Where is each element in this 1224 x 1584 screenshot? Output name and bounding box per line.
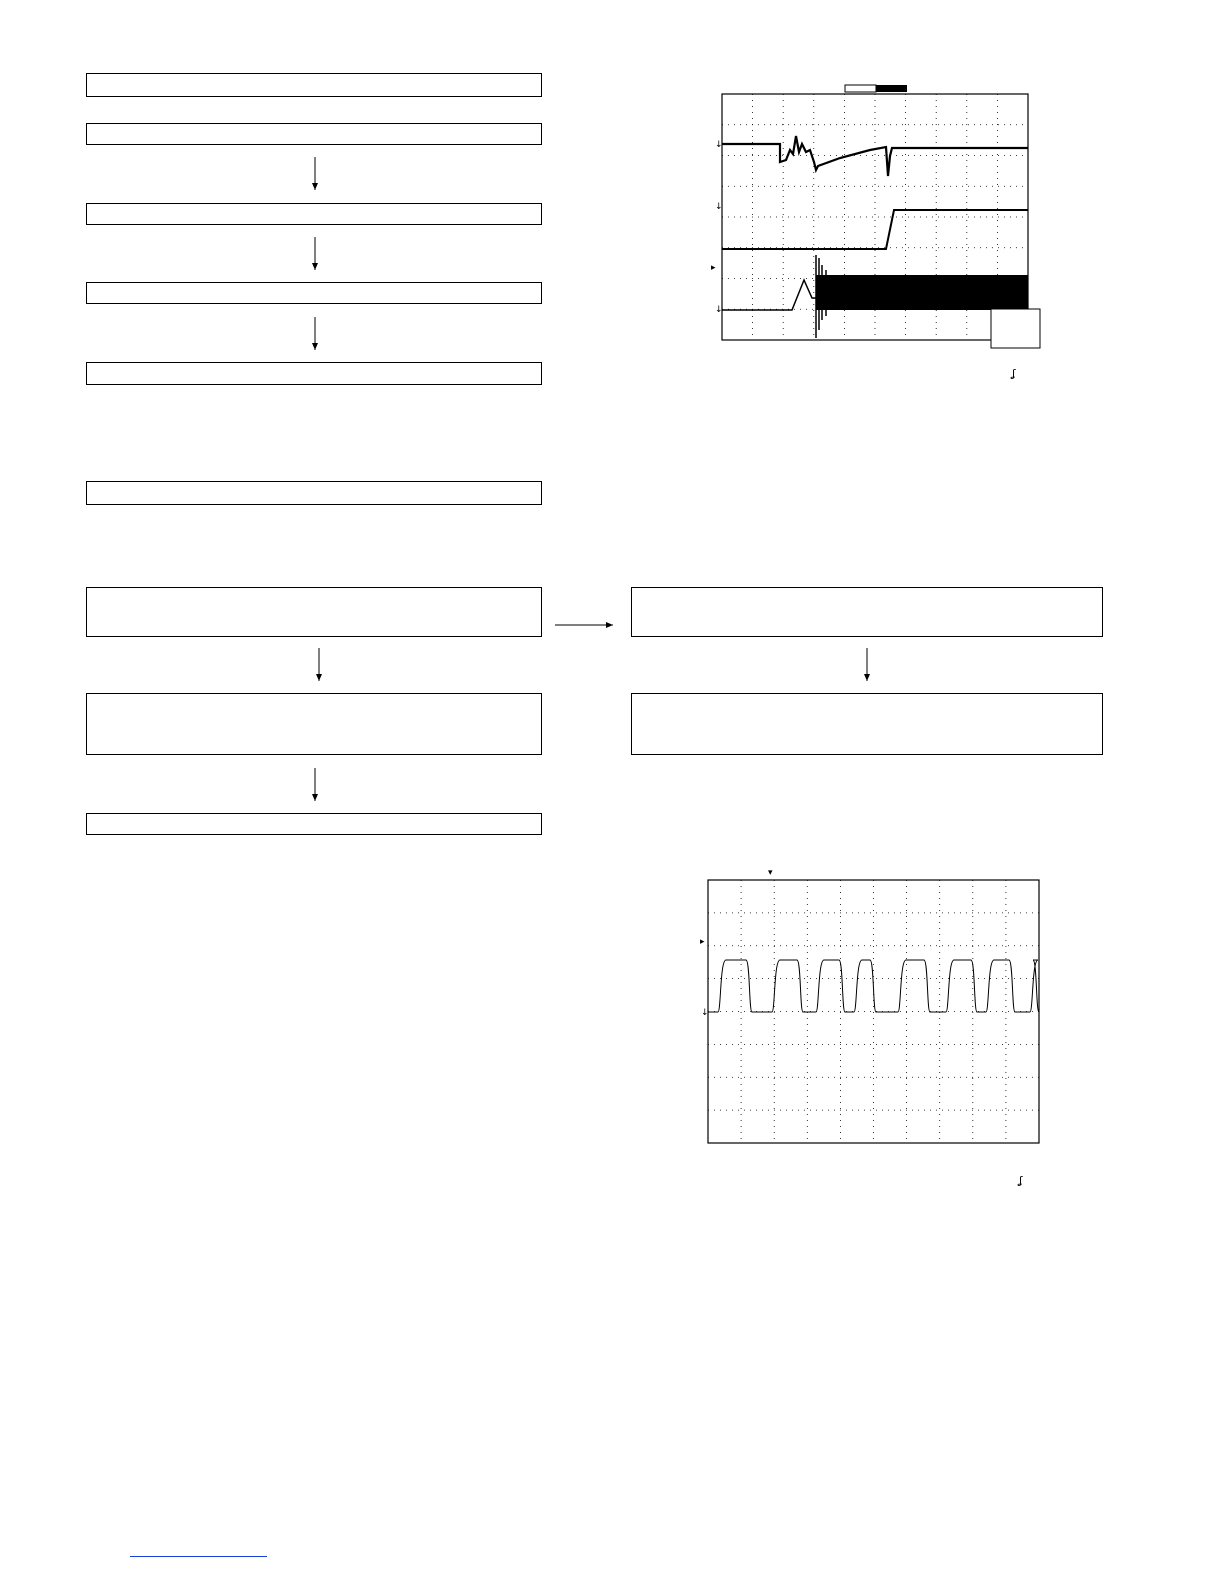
oscilloscope-trace-1 <box>700 80 1060 380</box>
scope-2-ch1-marker: ▸ <box>700 937 705 947</box>
scope-2-corner-mark: ʆ <box>1019 1174 1023 1187</box>
scope-2-ch2-marker: ↓ <box>701 1008 709 1018</box>
trigger-bar-white <box>845 85 876 92</box>
scope-1-ch3-marker: ▸ <box>711 263 716 273</box>
scope-1-ch1-marker: ↓ <box>715 140 723 150</box>
scope-1-ch2-marker: ↓ <box>715 202 723 212</box>
scope-1-noise-band <box>816 275 1028 310</box>
trigger-bar-black <box>876 85 907 92</box>
scope-1-ch4-marker: ↓ <box>715 305 723 315</box>
footer-link[interactable] <box>130 1556 267 1557</box>
scope-1-corner-mark: ʆ <box>1012 367 1016 380</box>
scope-1-inset-box <box>991 309 1040 348</box>
scope-2-top-marker: ▾ <box>768 868 773 878</box>
oscilloscope-trace-2 <box>700 870 1045 1150</box>
